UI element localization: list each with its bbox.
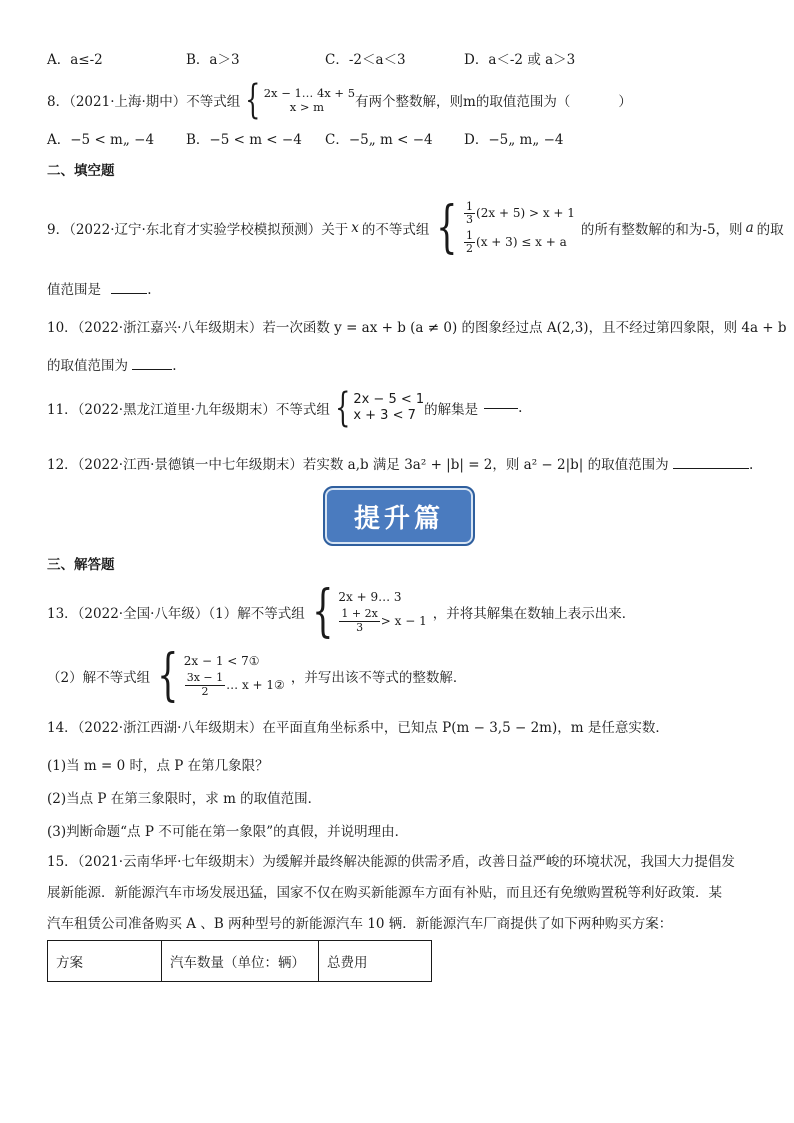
q11-end: . [518,400,523,416]
q9-l2-num: 1 [466,229,474,242]
q15-line1: 15．（2021·云南华坪·七年级期末）为缓解并最终解决能源的供需矛盾，改善日益严峻的环境状况，我国大力提倡发 [47,854,735,870]
q9-prefix: 9．（2022·辽宁·东北育才实验学校模拟预测）关于 [47,222,349,238]
q7-choice-d: D．a＜-2 或 a＞3 [464,52,576,68]
question-9 [47,192,784,264]
q15-line2: 展新能源．新能源汽车市场发展迅猛，国家不仅在购买新能源车方面有补贴，而且还有免缴购置税等利好政策．某 [47,885,722,901]
q11-brace: { [334,385,351,431]
q9-line2-text: 值范围是 [47,282,101,298]
q9-mid: 的不等式组 [361,222,430,238]
q8-choices [47,130,747,150]
q10-answer-blank[interactable] [132,369,172,370]
q12-text: 12．（2022·江西·景德镇一中七年级期末）若实数 a,b 满足 3a² + |b| = 2，则 a² − 2|b| 的取值范围为 [47,457,669,473]
q9-tail: 的取 [756,222,784,238]
q8-close: ） [618,94,632,110]
q9-l2-den: 2 [466,242,474,256]
q11-ineq1: 2x − 5 < 1 [353,391,425,407]
q12-end: . [748,457,754,473]
q9-answer-blank[interactable] [111,293,147,294]
q13-brace: { [311,579,334,644]
q9-l1-rest: (2x + 5) > x + 1 [476,205,575,220]
q9-l2-rest: (x + 3) ≤ x + a [476,235,567,250]
q13-p2-prefix: （2）解不等式组 [47,670,151,686]
q9-brace: { [436,195,458,260]
purchase-plan-table [47,940,432,982]
q8-ineq2: x > m [289,100,325,114]
q11-ineq2: x + 3 < 7 [353,408,416,423]
q8-choice-b: B．−5 < m < −4 [186,132,302,148]
section-heading-solve: 三、解答题 [47,557,115,573]
q13-p2-system [150,643,285,708]
q11-prefix: 11．（2022·黑龙江道里·九年级期末）不等式组 [47,402,330,418]
q14-part-1: (1)当 m = 0 时，点 P 在第几象限？ [47,758,269,774]
q9-l1-den: 3 [466,212,474,226]
q14-part-3: (3)判断命题“点 P 不可能在第一象限”的真假，并说明理由． [47,824,409,840]
q13-p2-frac-den: 2 [201,684,209,698]
q13-frac-den: 3 [356,620,364,634]
q11-suffix: 的解集是 [424,402,479,418]
q13-p2-ineq2-rest: … x + 1② [226,677,285,692]
q11-system [330,385,425,431]
q7-choice-a: A．a≤-2 [47,52,103,68]
question-13-part-2 [47,643,467,708]
table-header-plan: 方案 [48,941,162,982]
q8-brace: { [245,77,261,123]
q13-system [305,579,427,644]
q10-line2 [47,354,177,374]
question-13-part-1 [47,579,636,644]
q10-end: . [172,358,177,374]
q13-p2-brace: { [157,643,179,708]
q11-answer-blank[interactable] [484,408,518,409]
q12-answer-blank[interactable] [673,468,749,469]
q14-intro: 14．（2022·浙江西湖·八年级期末）在平面直角坐标系中，已知点 P(m − 3,5 − 2m)，m 是任意实数． [47,720,669,736]
q7-choice-c: C．-2＜a＜3 [325,52,406,68]
q8-choice-a: A．−5 < m„ −4 [47,132,155,148]
question-12 [47,453,753,473]
q13-p2-ineq1: 2x − 1 < 7① [183,654,260,669]
q14-part-2: (2)当点 P 在第三象限时，求 m 的取值范围． [47,791,322,807]
table-header-total-cost: 总费用 [319,941,432,982]
q8-suffix: 有两个整数解，则m的取值范围为（ [355,94,571,110]
question-8 [47,77,632,123]
q8-choice-d: D．−5„ m„ −4 [464,132,564,148]
q8-system [240,77,356,123]
q8-choice-c: C．−5„ m < −4 [325,132,433,148]
table-row [48,941,432,982]
q9-l1-num: 1 [466,199,474,213]
q13-p2-suffix: ，并写出该不等式的整数解． [290,670,467,686]
q9-var-a: a [745,220,754,236]
q15-line3: 汽车租赁公司准备购买 A 、B 两种型号的新能源汽车 10 辆．新能源汽车厂商提供了如下两种购买方案： [47,916,673,932]
q9-suffix: 的所有整数解的和为-5，则 [580,222,743,238]
section-heading-fill-in: 二、填空题 [47,163,115,179]
q13-prefix: 13．（2022·全国·八年级）（1）解不等式组 [47,606,305,622]
q7-choice-b: B．a＞3 [186,52,240,68]
advanced-section-banner: 提升篇 [323,486,475,546]
q8-prefix: 8．（2021·上海·期中）不等式组 [47,94,241,110]
q13-ineq1: 2x + 9… 3 [338,590,402,605]
question-11 [47,385,523,431]
q10-line2-text: 的取值范围为 [47,358,128,374]
q13-suffix: ，并将其解集在数轴上表示出来． [432,606,636,622]
q8-ineq1: 2x − 1… 4x + 5 [263,85,356,100]
q13-ineq2-rest: > x − 1 [380,613,427,628]
table-header-car-count: 汽车数量（单位：辆） [162,941,319,982]
q9-system [429,195,575,260]
q7-choices [47,50,747,70]
q13-p2-frac-num: 3x − 1 [186,671,224,685]
q9-var-x: x [351,220,359,236]
q9-end: . [147,282,152,298]
q10-line1: 10．（2022·浙江嘉兴·八年级期末）若一次函数 y = ax + b (a ≠ 0) 的图象经过点 A(2,3)，且不经过第四象限，则 4a + b [47,320,787,336]
q9-line2 [47,278,152,298]
q13-frac-num: 1 + 2x [341,607,378,621]
